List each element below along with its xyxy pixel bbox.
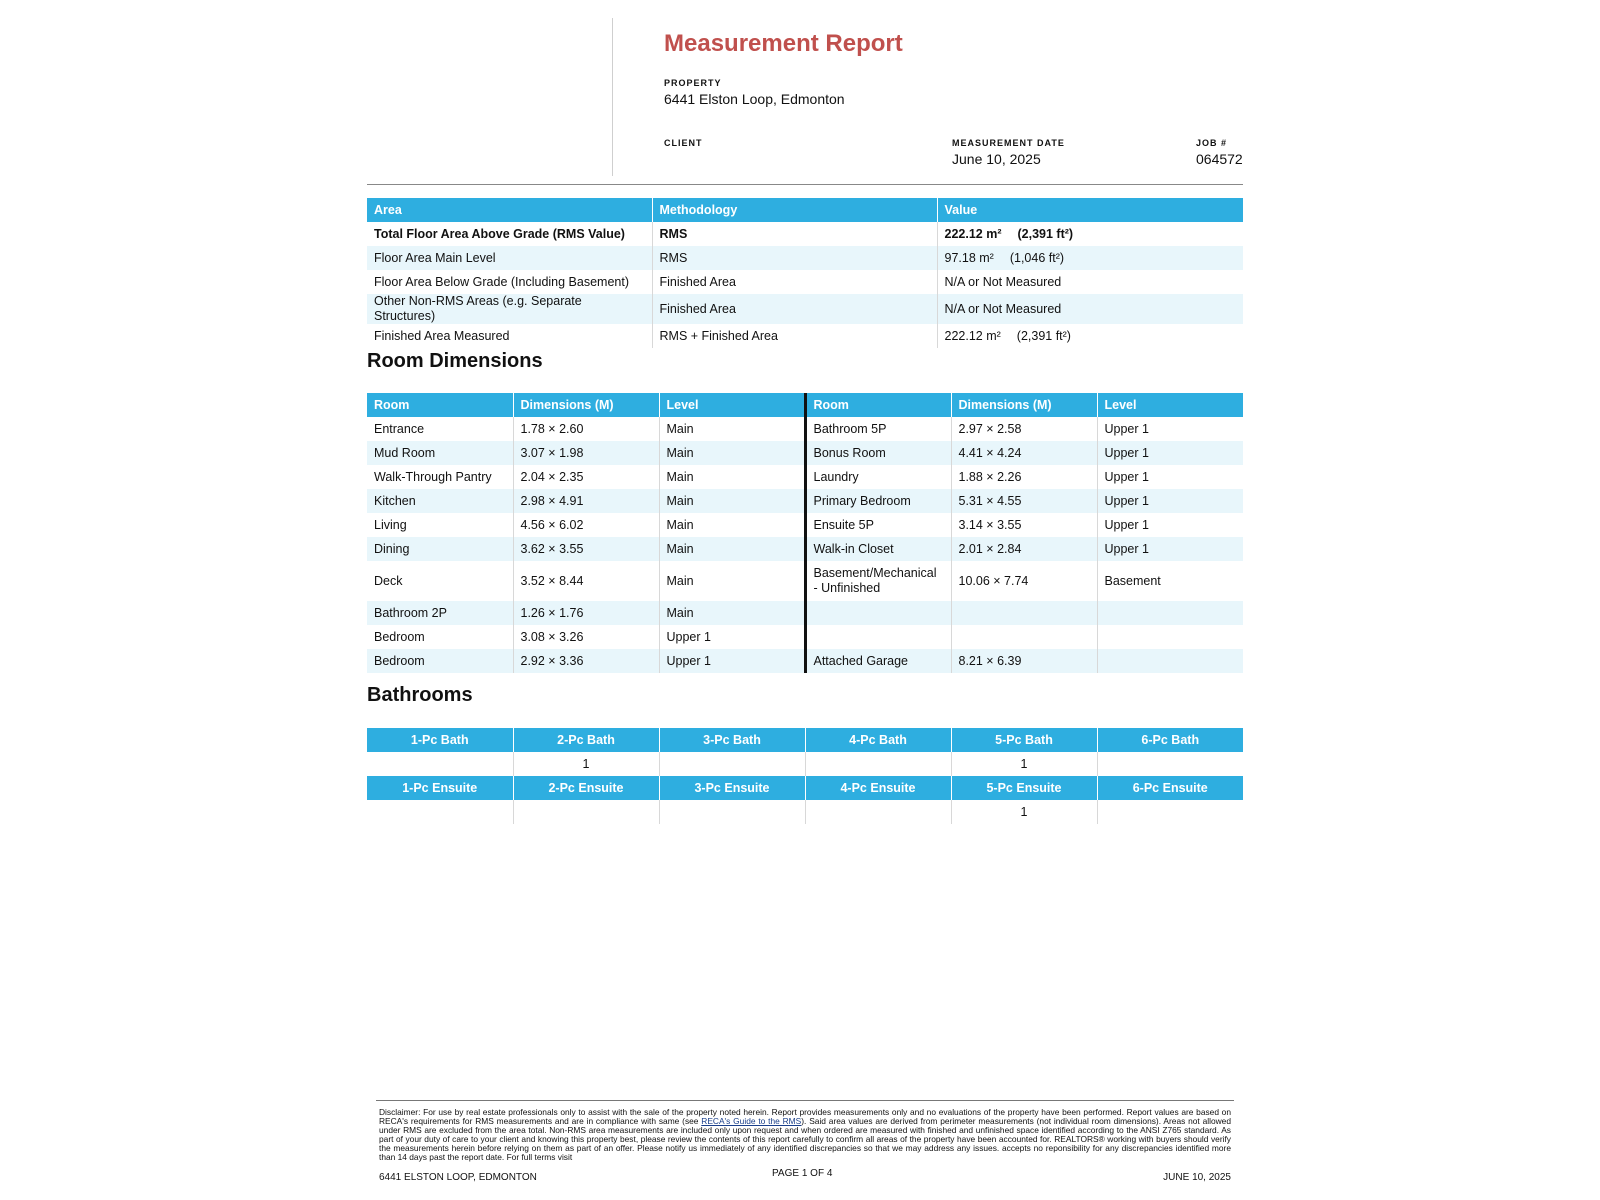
area-value [937,222,1243,246]
ensuite-count [367,800,513,824]
room-level: Upper 1 [1097,537,1243,561]
ensuite-count: 1 [951,800,1097,824]
room-dimensions: 1.26 × 1.76 [513,601,659,625]
room-dimensions-title: Room Dimensions [367,350,543,372]
ensuite-header: 6-Pc Ensuite [1097,776,1243,800]
room-level: Upper 1 [659,649,805,673]
table-row [367,537,1243,561]
room-dimensions: 4.41 × 4.24 [951,441,1097,465]
job-number-block [1196,138,1243,167]
bath-header-row [367,728,1243,752]
bath-count-row [367,752,1243,776]
bath-count [659,752,805,776]
area-method: RMS + Finished Area [652,324,937,348]
ensuite-count [513,800,659,824]
disclaimer [379,1108,1231,1162]
room-dimensions: 2.97 × 2.58 [951,417,1097,441]
room-level: Upper 1 [1097,417,1243,441]
area-value [937,246,1243,270]
room-dimensions: 3.14 × 3.55 [951,513,1097,537]
column-header: Area [367,198,652,222]
room-name: Dining [367,537,513,561]
footer-divider [376,1100,1234,1101]
room-dimensions: 2.98 × 4.91 [513,489,659,513]
table-row [367,246,1243,270]
table-row [367,294,1243,324]
bath-count [1097,752,1243,776]
ensuite-header: 5-Pc Ensuite [951,776,1097,800]
bath-header: 3-Pc Bath [659,728,805,752]
room-dimensions: 3.07 × 1.98 [513,441,659,465]
area-method: Finished Area [652,270,937,294]
client-label: CLIENT [664,138,703,148]
table-row [367,625,1243,649]
header-divider [367,184,1243,185]
column-header: Dimensions (M) [513,393,659,417]
area-metric: N/A or Not Measured [944,301,1062,316]
ensuite-header: 3-Pc Ensuite [659,776,805,800]
room-name: Mud Room [367,441,513,465]
report-page [367,0,1243,1200]
room-level [1097,601,1243,625]
room-name [805,601,951,625]
room-level: Main [659,441,805,465]
area-value [937,270,1243,294]
area-metric: 222.12 m² [944,226,1002,241]
area-value [937,294,1243,324]
room-dimensions [951,625,1097,649]
room-level: Upper 1 [1097,441,1243,465]
room-name: Walk-Through Pantry [374,469,492,484]
table-row [367,489,1243,513]
footer-address: 6441 ELSTON LOOP, EDMONTON [379,1172,537,1183]
property-value: 6441 Elston Loop, Edmonton [664,91,845,107]
room-level: Basement [1097,561,1243,601]
area-name: Total Floor Area Above Grade (RMS Value) [374,226,625,241]
bath-header: 5-Pc Bath [951,728,1097,752]
bath-count: 1 [513,752,659,776]
table-row [367,324,1243,348]
table-row [367,561,1243,601]
room-name: Attached Garage [805,649,951,673]
footer-date: JUNE 10, 2025 [1163,1172,1231,1183]
room-table-header [367,393,1243,417]
room-level: Main [659,513,805,537]
ensuite-count [1097,800,1243,824]
room-name: Basement/Mechanical - Unfinished [805,561,951,601]
area-name: Other Non-RMS Areas (e.g. Separate Structures) [367,294,652,324]
room-name: Bedroom [367,649,513,673]
room-name: Living [374,517,407,532]
room-dimensions: 2.04 × 2.35 [513,465,659,489]
disclaimer-text: ). Said area values are derived from perimeter measurements (not individual room dimensions). Areas not allowed under RMS are excluded from the area total. Non-RMS area measurements are included only upon request and when ordered are measured with finished and unfinished space identified according to the ANSI Z765 standard. As part of your duty of care to your client and knowing this property best, please review the contents of this report carefully to confirm all areas of the property have been accounted for. REALTORS® working with buyers should verify the measurements herein before relying on them as part of an offer. Please notify us immediately of any identified discrepancies so that we may address any issues. accepts no reponsibility for any discrepancies identified more than 14 days past the report date. For full terms visit [379,1116,1231,1162]
area-metric: 222.12 m² [944,328,1001,343]
property-block [664,78,845,107]
room-dimensions: 3.62 × 3.55 [513,537,659,561]
room-dimensions: 5.31 × 4.55 [951,489,1097,513]
job-number-value: 064572 [1196,151,1243,167]
room-level: Main [659,537,805,561]
report-header [367,18,1243,176]
measurement-date-value: June 10, 2025 [952,151,1041,167]
room-level: Upper 1 [1097,489,1243,513]
room-level [1097,625,1243,649]
room-dimensions: 2.01 × 2.84 [951,537,1097,561]
column-header: Level [659,393,805,417]
bath-count: 1 [951,752,1097,776]
property-label: PROPERTY [664,78,722,88]
area-name: Floor Area Main Level [367,246,652,270]
table-row [367,441,1243,465]
bath-header: 1-Pc Bath [367,728,513,752]
area-imperial: (1,046 ft²) [1009,250,1065,265]
table-row [367,417,1243,441]
area-imperial: (2,391 ft²) [1017,226,1074,241]
report-title: Measurement Report [664,30,903,57]
room-name: Primary Bedroom [805,489,951,513]
room-dimensions: 3.08 × 3.26 [513,625,659,649]
bath-header: 4-Pc Bath [805,728,951,752]
column-header: Level [1097,393,1243,417]
table-row [367,601,1243,625]
table-row [367,270,1243,294]
room-name: Deck [374,573,403,588]
room-level [1097,649,1243,673]
ensuite-header-row [367,776,1243,800]
room-level: Upper 1 [1097,513,1243,537]
table-row [367,222,1243,246]
table-row [367,465,1243,489]
room-dimensions: 8.21 × 6.39 [951,649,1097,673]
room-dimensions: 4.56 × 6.02 [513,513,659,537]
room-name: Ensuite 5P [805,513,951,537]
ensuite-header: 4-Pc Ensuite [805,776,951,800]
room-name [805,625,951,649]
room-level: Main [659,601,805,625]
job-number-label: JOB # [1196,138,1228,148]
area-method: RMS [652,222,937,246]
room-level: Main [659,489,805,513]
room-dimensions [951,601,1097,625]
room-dimensions: 3.52 × 8.44 [513,561,659,601]
ensuite-header: 2-Pc Ensuite [513,776,659,800]
room-level: Main [659,561,805,601]
bath-count [805,752,951,776]
area-method: Finished Area [652,294,937,324]
room-dimensions: 1.78 × 2.60 [513,417,659,441]
ensuite-count [659,800,805,824]
bath-header: 6-Pc Bath [1097,728,1243,752]
reca-guide-link[interactable]: RECA's Guide to the RMS [701,1116,802,1126]
room-level: Upper 1 [1097,465,1243,489]
room-dimensions: 10.06 × 7.74 [951,561,1097,601]
room-level: Main [659,465,805,489]
room-name: Entrance [374,421,425,436]
area-metric: N/A or Not Measured [944,274,1062,289]
area-value [937,324,1243,348]
room-dimensions-table [367,393,1243,673]
room-name: Bonus Room [805,441,951,465]
measurement-date-block [952,138,1065,167]
ensuite-count-row [367,800,1243,824]
room-dimensions: 2.92 × 3.36 [513,649,659,673]
column-header: Room [367,393,513,417]
table-row [367,513,1243,537]
bathrooms-title: Bathrooms [367,684,473,706]
room-dimensions: 1.88 × 2.26 [951,465,1097,489]
disclaimer-text: Disclaimer: For use by real estate professionals only to assist with the sale of the property noted herein. Report provides measurements only and no evaluations of the property have been performed. Report values are based on RECA's requirements for RMS measurements and are in compliance with same (see [379,1107,1231,1126]
bathrooms-table [367,728,1243,824]
bath-count [367,752,513,776]
ensuite-header: 1-Pc Ensuite [367,776,513,800]
column-header: Dimensions (M) [951,393,1097,417]
room-name: Bathroom 5P [805,417,951,441]
column-header: Value [937,198,1243,222]
column-header: Room [805,393,951,417]
measurement-date-label: MEASUREMENT DATE [952,138,1065,148]
area-table-header [367,198,1243,222]
room-name: Kitchen [367,489,513,513]
area-table [367,198,1243,348]
room-level: Upper 1 [659,625,805,649]
area-imperial: (2,391 ft²) [1016,328,1071,343]
room-level: Main [659,417,805,441]
client-block [664,138,703,151]
room-name: Bathroom 2P [367,601,513,625]
area-metric: 97.18 m² [944,250,994,265]
room-name: Bedroom [374,629,425,644]
ensuite-count [805,800,951,824]
column-header: Methodology [652,198,937,222]
table-row [367,649,1243,673]
room-name: Walk-in Closet [805,537,951,561]
area-name: Floor Area Below Grade (Including Basement) [374,274,629,289]
bath-header: 2-Pc Bath [513,728,659,752]
area-name: Finished Area Measured [374,328,510,343]
area-method: RMS [652,246,937,270]
room-name: Laundry [805,465,951,489]
page-number: PAGE 1 OF 4 [772,1168,833,1179]
logo-area [367,18,613,176]
